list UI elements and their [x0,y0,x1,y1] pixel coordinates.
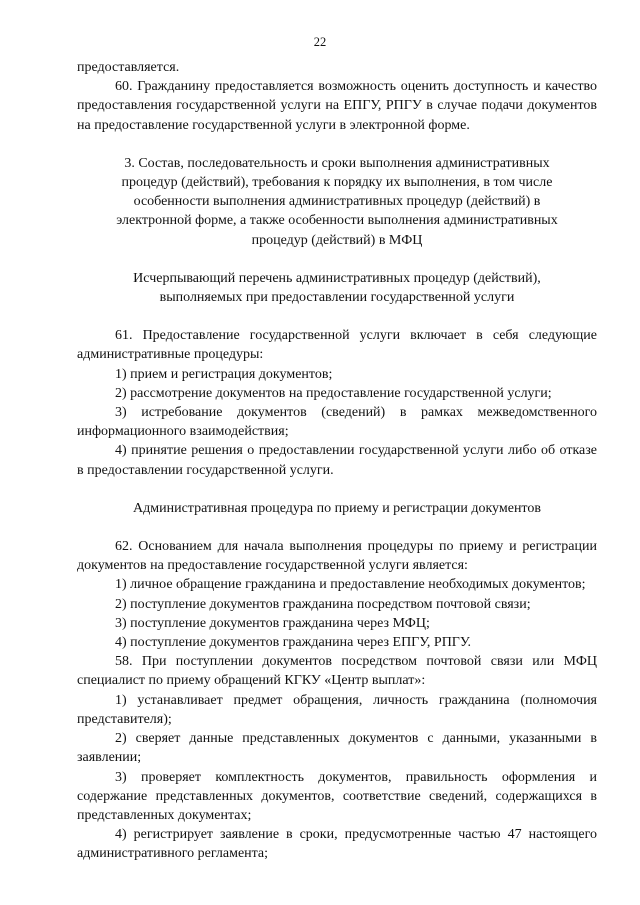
list-item: 1) устанавливает предмет обращения, личность гражданина (полномочия представителя); [77,692,597,727]
section-heading: 3. Состав, последовательность и сроки выполнения административных процедур (действий), требования к порядку их выполнения, в том числе особенности выполнения административных процедур (действий) в электронной форме, а также особенности выполнения административных процедур (действий) в МФЦ [116,155,558,248]
document-body [77,58,597,864]
list-item: 3) истребование документов (сведений) в рамках межведомственного информационного взаимодействия; [77,405,597,440]
list-item: 3) поступление документов гражданина через МФЦ; [115,615,430,631]
subheading-procedures-list: Исчерпывающий перечень административных процедур (действий), выполняемых при предоставлении государственной услуги [133,270,541,306]
list-item: 1) личное обращение гражданина и предоставление необходимых документов; [115,577,586,593]
paragraph-62: 62. Основанием для начала выполнения процедуры по приему и регистрации документов на предоставление государственной услуги является: [77,539,597,574]
list-item: 2) поступление документов гражданина посредством почтовой связи; [115,596,531,612]
list-item: 2) рассмотрение документов на предоставление государственной услуги; [115,385,552,401]
paragraph-61: 61. Предоставление государственной услуги включает в себя следующие административные процедуры: [77,328,597,363]
paragraph-60: 60. Гражданину предоставляется возможность оценить доступность и качество предоставления государственной услуги на ЕПГУ, РПГУ в случае подачи документов на предоставление государственной услуги в электронной форме. [77,79,597,133]
list-item: 3) проверяет комплектность документов, правильность оформления и содержание представленных документов, соответствие сведений, содержащихся в представленных документах; [77,769,597,823]
list-item: 4) принятие решения о предоставлении государственной услуги либо об отказе в предоставлении государственной услуги. [77,443,597,478]
paragraph-continuation: предоставляется. [77,60,180,75]
subheading-reception-procedure: Административная процедура по приему и регистрации документов [133,500,541,516]
list-item: 1) прием и регистрация документов; [115,366,333,382]
list-item: 2) сверяет данные представленных документов с данными, указанными в заявлении; [77,731,597,766]
paragraph-58: 58. При поступлении документов посредством почтовой связи или МФЦ специалист по приему обращений КГКУ «Центр выплат»: [77,654,597,689]
list-item: 4) регистрирует заявление в сроки, предусмотренные частью 47 настоящего административного регламента; [77,827,597,862]
page-number: 22 [313,35,327,49]
list-item: 4) поступление документов гражданина через ЕПГУ, РПГУ. [115,635,472,651]
